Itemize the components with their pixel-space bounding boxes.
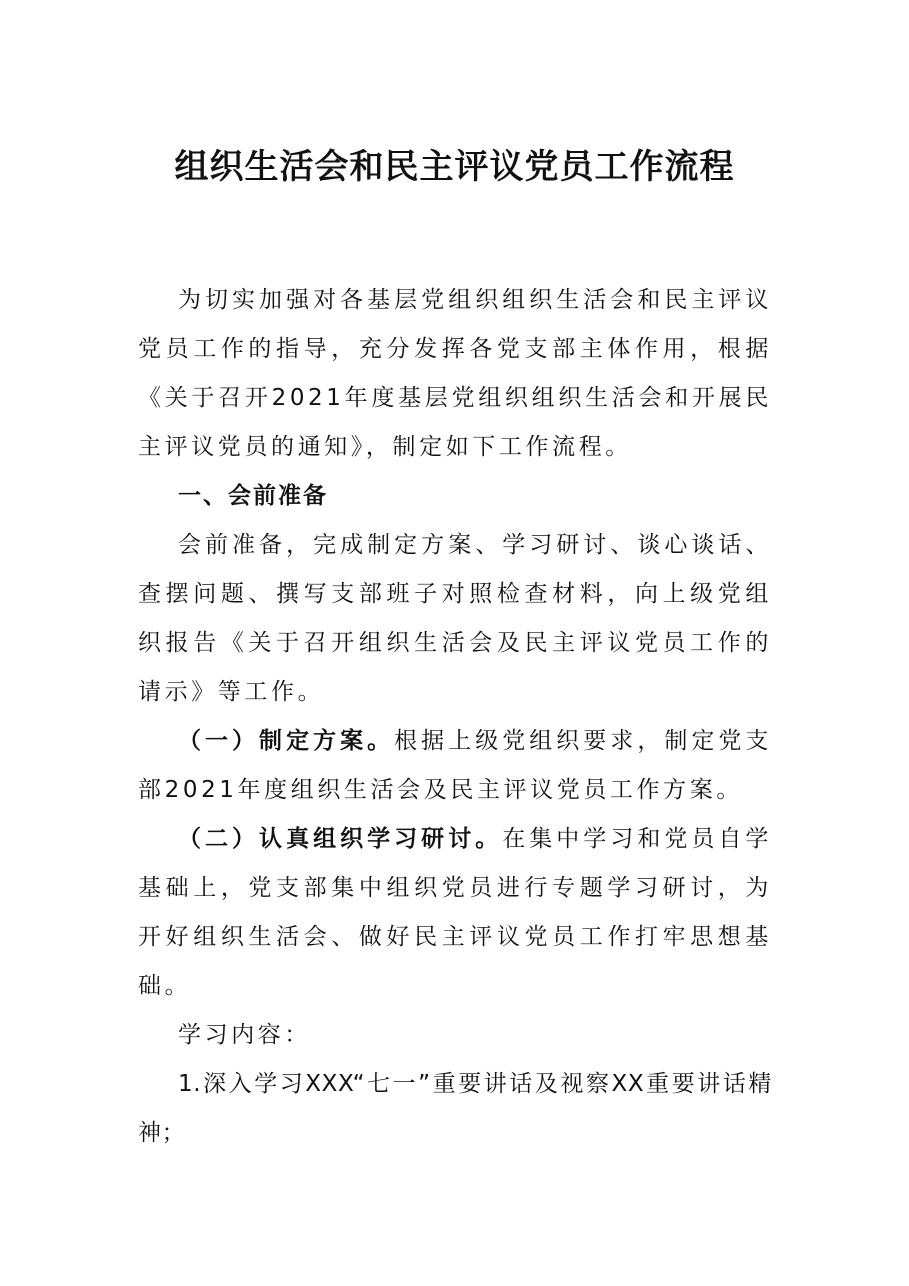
- item-study-discussion: [138, 815, 772, 1011]
- item-make-plan: [138, 717, 772, 815]
- intro-paragraph: 为切实加强对各基层党组织组织生活会和民主评议党员工作的指导，充分发挥各党支部主体作用，根据《关于召开2021年度基层党组织组织生活会和开展民主评议党员的通知》，制定如下工作流程。: [138, 287, 772, 460]
- preparation-paragraph: 会前准备，完成制定方案、学习研讨、谈心谈话、查摆问题、撰写支部班子对照检查材料，向上级党组织报告《关于召开组织生活会及民主评议党员工作的请示》等工作。: [138, 532, 772, 705]
- study-item-1: 1.深入学习XXX“七一”重要讲话及视察XX重要讲话精神；: [138, 1071, 772, 1146]
- item-study-discussion-lead: （二）认真组织学习研讨。: [178, 826, 503, 852]
- document-body: [138, 276, 772, 1158]
- document-title: 组织生活会和民主评议党员工作流程: [174, 147, 735, 187]
- item-study-discussion-text: 在集中学习和党员自学基础上，党支部集中组织党员进行专题学习研讨，为开好组织生活会、做好民主评议党员工作打牢思想基础。: [138, 826, 773, 999]
- item-make-plan-lead: （一）制定方案。: [178, 728, 395, 754]
- study-content-label: 学习内容：: [178, 1022, 311, 1048]
- item-make-plan-text: 根据上级党组织要求，制定党支部2021年度组织生活会及民主评议党员工作方案。: [138, 728, 772, 803]
- section-heading-preparation: 一、会前准备: [178, 483, 328, 509]
